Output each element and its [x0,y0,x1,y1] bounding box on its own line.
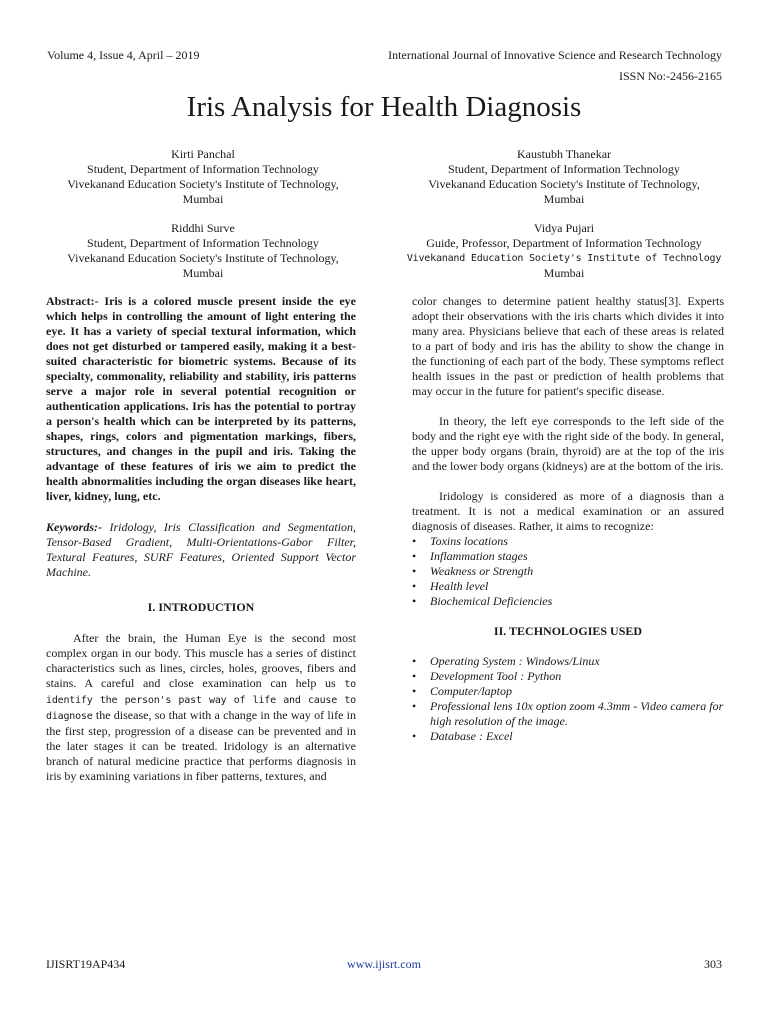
issn: ISSN No:-2456-2165 [618,69,722,83]
author-institute: Vivekanand Education Society's Institute of Technology, [428,177,700,191]
intro-text-b: to identify the person's past way of life and cause to diagnose [46,679,357,722]
paper-title: Iris Analysis for Health Diagnosis [186,91,582,123]
paragraph: In theory, the left eye corresponds to the left side of the body and the right eye with the right side of the body. In general, the upper body organs (brain, thyroid) are at the top of the iris and the lower body organs (kidneys) are at the bottom of the iris. [412,414,724,473]
list-item: • Professional lens 10x option zoom 4.3mm - Video camera for high resolution of the image. [412,699,724,728]
recognize-list [412,534,724,609]
list-item: • Inflammation stages [412,549,528,563]
author-block [404,147,724,207]
section-heading-technologies: II. TECHNOLOGIES USED [493,624,643,638]
right-column [412,294,724,744]
author-institute: Vivekanand Education Society's Institute of Technology, [67,177,339,191]
paragraph: Iridology is considered as more of a diagnosis than a treatment. It is not a medical examination or an assured diagnosis of diseases. Rather, it aims to recognize: [412,489,724,533]
left-column [46,294,356,784]
list-item: • Toxins locations [412,534,508,548]
page-number: 303 [704,957,722,971]
volume-info: Volume 4, Issue 4, April – 2019 [47,48,200,62]
paper-id: IJISRT19AP434 [46,957,126,971]
technology-list [412,654,724,744]
author-affiliation: Student, Department of Information Technology [87,162,319,176]
list-item: • Health level [412,579,489,593]
list-item: • Database : Excel [412,729,513,743]
keywords [46,520,356,580]
list-item: • Biochemical Deficiencies [412,594,553,608]
paragraph: color changes to determine patient healthy status[3]. Experts adopt their observations with the iris charts which divides it into many area. Physicians believe that each of these areas is related to a part of body and iris has the ability to show the change in the functioning of each part of the body. These symptoms reflect health issues in the past or prediction of health problems that may occur in the future for patient's specific disease. [412,294,724,398]
author-city: Mumbai [543,266,585,280]
author-institute: Vivekanand Education Society's Institute of Technology, [67,251,339,265]
author-name: Riddhi Surve [171,221,235,235]
list-item: • Operating System : Windows/Linux [412,654,600,668]
website-link[interactable]: www.ijisrt.com [347,957,421,971]
author-city: Mumbai [543,192,585,206]
keywords-text: Iridology, Iris Classification and Segmentation, Tensor-Based Gradient, Multi-Orientations-Gabor Filter, Textural Features, SURF Features, Oriented Support Vector Machine. [46,520,356,579]
journal-name: International Journal of Innovative Science and Research Technology [388,48,722,62]
author-city: Mumbai [182,266,224,280]
keywords-label: Keywords:- [46,520,102,534]
list-item: • Weakness or Strength [412,564,534,578]
abstract: Abstract:- Iris is a colored muscle present inside the eye which helps in controlling the amount of light entering the eye. It has a variety of special textural information, which does not get disturbed or tampered easily, making it a best-suited characteristic for biometric systems. Because of its specialty, commonality, reliability and stability, iris patterns serve a major role in several potential recognition or authentication applications. Iris has the potential to portray a person's health which can be interpreted by its patterns, shapes, rings, colors and pigmentation markings, fibers, structures, and changes in the pupil and iris. Taking the advantage of these features of iris we aim to predict the health abnormalities including the organ diseases like heart, liver, kidney, lung, etc. [46,294,356,503]
author-name: Vidya Pujari [533,221,595,235]
author-name: Kaustubh Thanekar [516,147,612,161]
author-affiliation: Guide, Professor, Department of Information Technology [426,236,702,250]
author-block [40,221,366,281]
author-block [404,221,724,281]
author-institute: Vivekanand Education Society's Institute of Technology [406,253,722,264]
list-item: • Development Tool : Python [412,669,562,683]
list-item: • Computer/laptop [412,684,513,698]
intro-paragraph [46,631,356,784]
author-block [40,147,366,207]
author-city: Mumbai [182,192,224,206]
author-name: Kirti Panchal [171,147,235,161]
author-affiliation: Student, Department of Information Technology [87,236,319,250]
intro-text-c: the disease, so that with a change in the way of life in the first step, progression of a disease can be prevented and in the later stages it can be treated. Iridology is an alternative branch of natural medicine practice that performs diagnosis in iris by examining variations in fiber patterns, textures, and [46,708,357,783]
author-affiliation: Student, Department of Information Technology [448,162,680,176]
section-heading-introduction: I. INTRODUCTION [147,600,255,614]
intro-text-a: After the brain, the Human Eye is the second most complex organ in our body. This muscle has a series of distinct characteristics such as lines, circles, holes, grooves, fibers and stains. A careful and close examination can help us [46,631,356,690]
